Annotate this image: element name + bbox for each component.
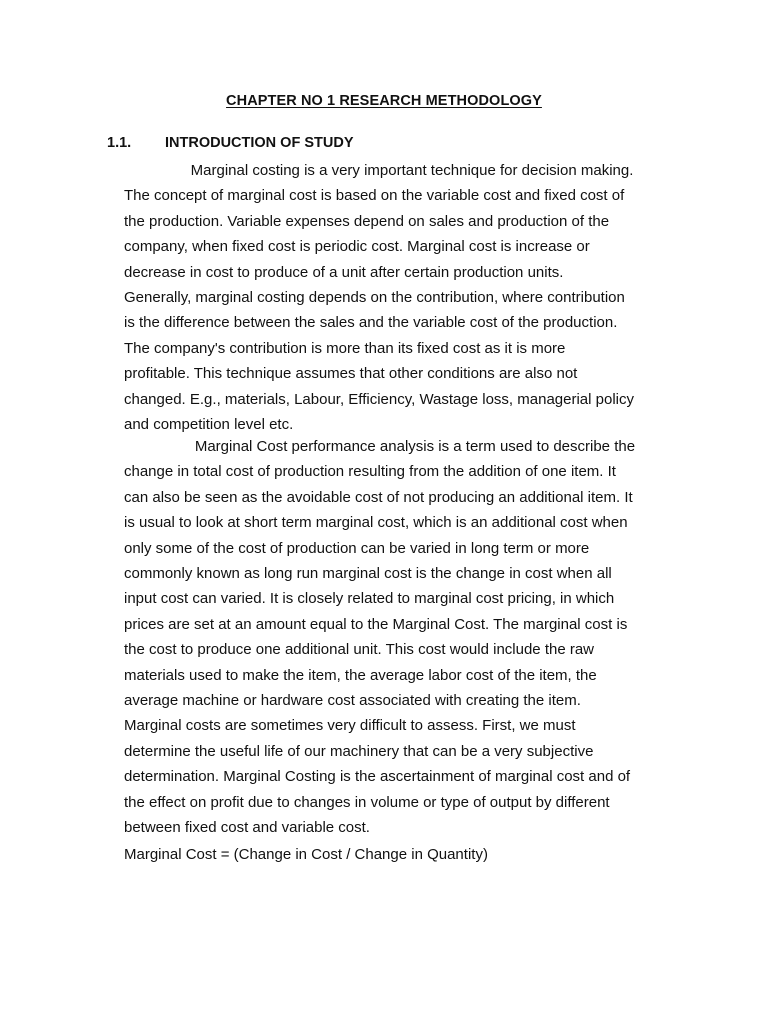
paragraph-line: only some of the cost of production can be varied in long term or more (124, 539, 590, 557)
paragraph-line: materials used to make the item, the average labor cost of the item, the (124, 666, 597, 684)
paragraph-line: profitable. This technique assumes that other conditions are also not (124, 365, 578, 383)
paragraph-line: determination. Marginal Costing is the ascertainment of marginal cost and of (124, 768, 631, 786)
paragraph-line: The concept of marginal cost is based on the variable cost and fixed cost of (124, 187, 625, 205)
paragraph-line: the production. Variable expenses depend on sales and production of the (124, 212, 610, 230)
paragraph-line: prices are set at an amount equal to the Marginal Cost. The marginal cost is (124, 615, 628, 633)
paragraph-line: Marginal Cost performance analysis is a term used to describe the (124, 438, 636, 455)
section-title: INTRODUCTION OF STUDY (165, 135, 354, 151)
marginal-cost-formula: Marginal Cost = (Change in Cost / Change in Quantity) (124, 846, 488, 863)
paragraph-line: between fixed cost and variable cost. (124, 819, 370, 837)
section-number: 1.1. (107, 135, 132, 151)
paragraph-line: average machine or hardware cost associated with creating the item. (124, 692, 581, 710)
paragraph-line: commonly known as long run marginal cost is the change in cost when all (124, 565, 612, 583)
paragraph-line: Generally, marginal costing depends on the contribution, where contribution (124, 289, 625, 307)
paragraph-2 (124, 434, 684, 841)
paragraph-1 (124, 158, 684, 437)
chapter-title: CHAPTER NO 1 RESEARCH METHODOLOGY (226, 93, 542, 109)
paragraph-line: changed. E.g., materials, Labour, Efficiency, Wastage loss, managerial policy (124, 390, 634, 408)
paragraph-line: is the difference between the sales and the variable cost of the production. (124, 314, 618, 332)
paragraph-line: and competition level etc. (124, 416, 294, 434)
paragraph-line: change in total cost of production resulting from the addition of one item. It (124, 463, 616, 481)
paragraph-line: can also be seen as the avoidable cost of not producing an additional item. It (124, 488, 633, 506)
paragraph-line: The company's contribution is more than its fixed cost as it is more (124, 339, 566, 357)
paragraph-line: the cost to produce one additional unit. This cost would include the raw (124, 641, 595, 659)
paragraph-line: decrease in cost to produce of a unit after certain production units. (124, 263, 564, 281)
section-heading (107, 135, 354, 151)
paragraph-line: input cost can varied. It is closely related to marginal cost pricing, in which (124, 590, 615, 608)
paragraph-line: determine the useful life of our machinery that can be a very subjective (124, 742, 594, 760)
paragraph-line: Marginal costing is a very important technique for decision making. (124, 162, 634, 179)
paragraph-line: company, when fixed cost is periodic cost. Marginal cost is increase or (124, 238, 590, 256)
paragraph-line: is usual to look at short term marginal cost, which is an additional cost when (124, 514, 628, 532)
paragraph-line: Marginal costs are sometimes very difficult to assess. First, we must (124, 717, 576, 735)
paragraph-line: the effect on profit due to changes in volume or type of output by different (124, 793, 610, 811)
